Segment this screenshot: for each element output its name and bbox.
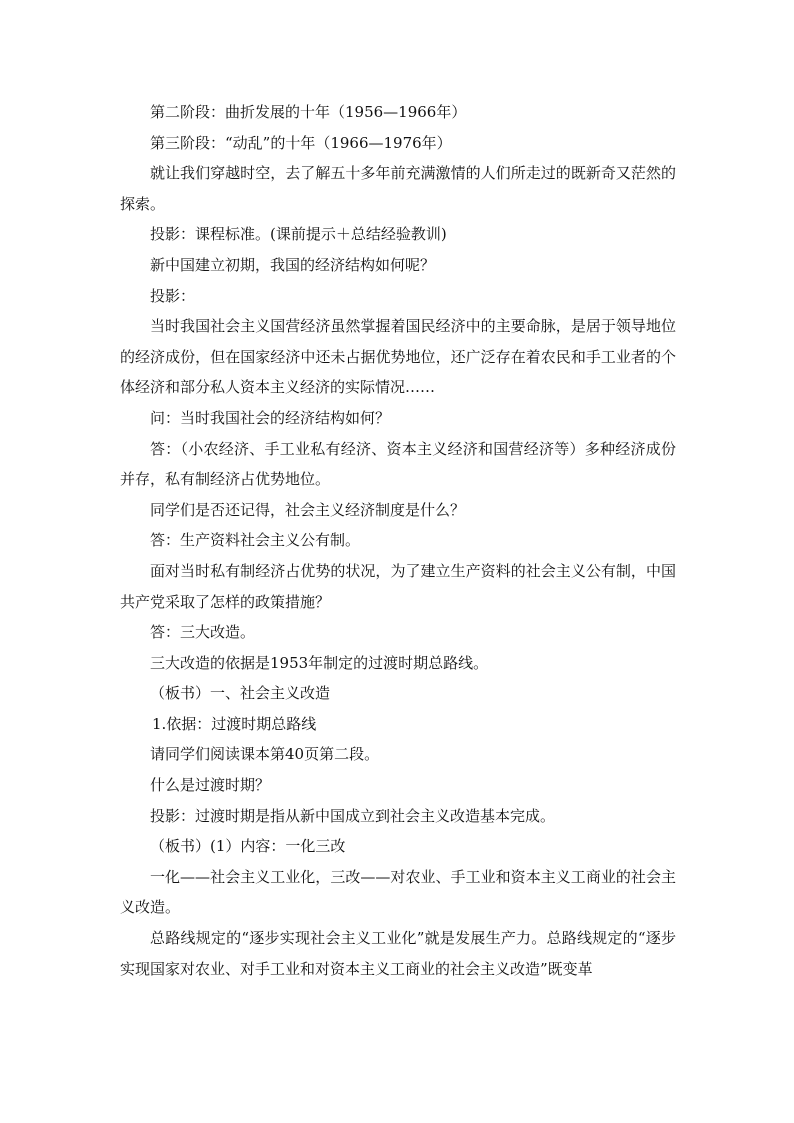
paragraph-projection-standard: 投影：课程标准。(课前提示＋总结经验教训) [150, 225, 447, 244]
paragraph-question-transition: 什么是过渡时期？ [150, 776, 271, 795]
paragraph-projection-transition: 投影：过渡时期是指从新中国成立到社会主义改造基本完成。 [150, 806, 556, 825]
paragraph-board-content: （板书）(1）内容：一化三改 [150, 837, 346, 856]
paragraph-board-item-basis: 1.依据：过渡时期总路线 [152, 714, 317, 733]
paragraph-question-structure: 新中国建立初期，我国的经济结构如何呢？ [150, 255, 436, 274]
document-body [120, 97, 676, 984]
paragraph-projection-label: 投影： [150, 286, 196, 305]
paragraph-stage-three: 第三阶段：“动乱”的十年（1966—1976年） [150, 133, 452, 152]
paragraph-answer-structure: 答：（小农经济、手工业私有经济、资本主义经济和国营经济等）多种经济成份并存，私有制经济占优势地位。 [120, 439, 676, 489]
paragraph-one-three-explanation: 一化——社会主义工业化，三改——对农业、手工业和资本主义工商业的社会主义改造。 [120, 867, 676, 917]
paragraph-question: 问：当时我国社会的经济结构如何？ [150, 408, 391, 427]
paragraph-question-policy: 面对当时私有制经济占优势的状况，为了建立生产资料的社会主义公有制，中国共产党采取了怎样的政策措施？ [120, 561, 676, 611]
paragraph-reading-instruction: 请同学们阅读课本第40页第二段。 [150, 745, 380, 764]
paragraph-general-line-meaning: 总路线规定的“逐步实现社会主义工业化”就是发展生产力。总路线规定的“逐步实现国家对农业、对手工业和对资本主义工商业的社会主义改造”既变革 [120, 929, 676, 978]
paragraph-stage-two: 第二阶段：曲折发展的十年（1956—1966年） [150, 103, 467, 121]
paragraph-question-system: 同学们是否还记得，社会主义经济制度是什么？ [150, 500, 466, 519]
paragraph-answer-three-reforms: 答：三大改造。 [150, 623, 256, 642]
paragraph-board-heading: （板书）一、社会主义改造 [150, 684, 331, 703]
paragraph-economic-situation: 当时我国社会主义国营经济虽然掌握着国民经济中的主要命脉，是居于领导地位的经济成份，但在国家经济中还未占据优势地位，还广泛存在着农民和手工业者的个体经济和部分私人资本主义经济的实际情况…… [120, 317, 676, 397]
paragraph-general-line-basis: 三大改造的依据是1953年制定的过渡时期总路线。 [150, 653, 489, 672]
paragraph-intro: 就让我们穿越时空，去了解五十多年前充满激情的人们所走过的既新奇又茫然的探索。 [120, 164, 676, 213]
paragraph-answer-public-ownership: 答：生产资料社会主义公有制。 [150, 531, 361, 550]
